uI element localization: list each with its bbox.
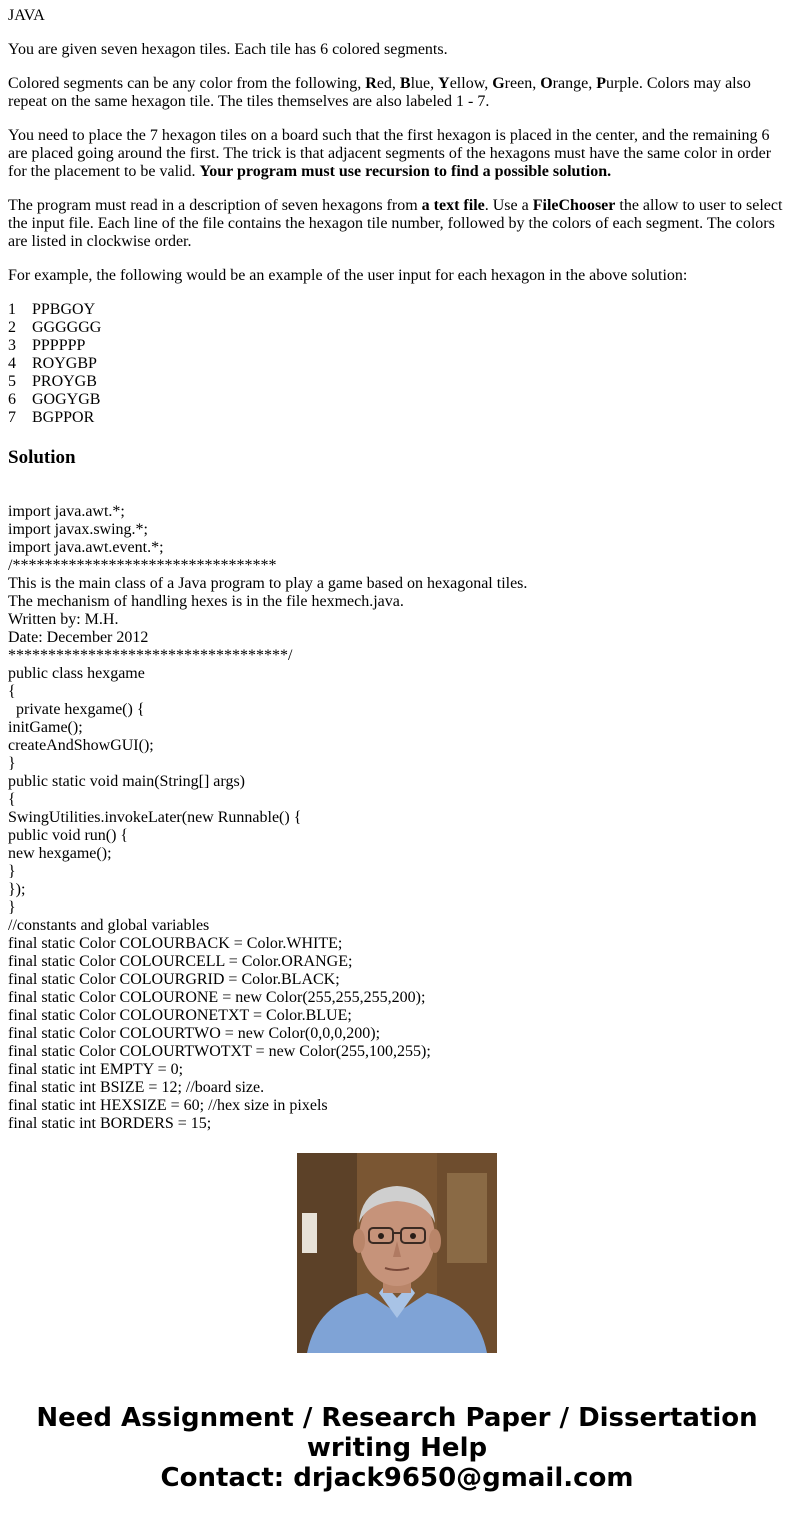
code-line: /********************************* <box>8 557 277 574</box>
tile-number: 2 <box>8 319 16 336</box>
code-line: final static Color COLOURTWO = new Color(0,0,0,200); <box>8 1025 381 1042</box>
code-line: final static int EMPTY = 0; <box>8 1061 184 1078</box>
color-initial: Y <box>438 75 450 92</box>
code-line: import java.awt.*; <box>8 503 125 520</box>
code-line: { <box>8 791 16 808</box>
code-line: final static Color COLOURBACK = Color.WHITE; <box>8 935 343 952</box>
tile-row <box>8 391 784 409</box>
code-line: SwingUtilities.invokeLater(new Runnable() { <box>8 809 302 826</box>
advert-line-2: writing Help <box>306 1433 488 1463</box>
input-text-1: The program must read in a description of seven hexagons from <box>8 197 422 214</box>
color-rest: range, <box>552 75 597 92</box>
color-initial: G <box>492 75 505 92</box>
doc-title: JAVA <box>8 7 45 24</box>
tile-number: 7 <box>8 409 16 426</box>
tile-number: 3 <box>8 337 16 354</box>
input-text-3: the allow to user to select the input file. Each line of the file contains the hexagon tile number, followed by the colors of each segment. The colors are listed in clockwise order. <box>8 197 783 250</box>
color-initial: O <box>540 75 553 92</box>
solution-heading: Solution <box>8 447 76 468</box>
advert-contact: Contact: drjack9650@gmail.com <box>160 1463 634 1493</box>
tile-list <box>8 301 784 427</box>
color-initial: P <box>596 75 606 92</box>
code-line: } <box>8 899 16 916</box>
code-line: Date: December 2012 <box>8 629 149 646</box>
tile-row <box>8 319 784 337</box>
code-line: import javax.swing.*; <box>8 521 148 538</box>
code-line: final static Color COLOURCELL = Color.ORANGE; <box>8 953 353 970</box>
author-avatar <box>297 1153 497 1353</box>
code-line: } <box>8 755 16 772</box>
tile-colors: GOGYGB <box>32 391 101 408</box>
code-line: ***********************************/ <box>8 647 293 664</box>
code-line: final static int BORDERS = 15; <box>8 1115 212 1132</box>
tile-row <box>8 301 784 319</box>
code-line: final static Color COLOURTWOTXT = new Color(255,100,255); <box>8 1043 431 1060</box>
code-line: final static Color COLOURGRID = Color.BLACK; <box>8 971 340 988</box>
tile-number: 5 <box>8 373 16 390</box>
document-body <box>8 7 784 469</box>
tile-number: 6 <box>8 391 16 408</box>
code-line: This is the main class of a Java program to play a game based on hexagonal tiles. <box>8 575 528 592</box>
code-line: }); <box>8 881 26 898</box>
tile-colors: PPPPPP <box>32 337 86 354</box>
code-line: The mechanism of handling hexes is in the file hexmech.java. <box>8 593 404 610</box>
tile-number: 1 <box>8 301 16 318</box>
avatar-portrait <box>297 1153 497 1353</box>
code-line: final static int HEXSIZE = 60; //hex size in pixels <box>8 1097 328 1114</box>
code-line: initGame(); <box>8 719 83 736</box>
input-bold-filechooser: FileChooser <box>532 197 616 214</box>
example-intro: For example, the following would be an example of the user input for each hexagon in the above solution: <box>8 267 688 284</box>
input-bold-text-file: a text file <box>421 197 485 214</box>
color-rest: ed, <box>376 75 400 92</box>
code-line: final static Color COLOURONETXT = Color.BLUE; <box>8 1007 352 1024</box>
colors-suffix: Colors may also repeat on the same hexagon tile. The tiles themselves are also labeled 1 - 7. <box>8 75 751 110</box>
placement-text: You need to place the 7 hexagon tiles on a board such that the first hexagon is placed in the center, and the remaining 6 are placed going around the first. The trick is that adjacent segments of the hexagons must have the same color in order for the placement to be valid. <box>8 127 772 180</box>
tile-row <box>8 409 784 427</box>
color-rest: reen, <box>504 75 541 92</box>
advert-line-1: Need Assignment / Research Paper / Dissertation <box>36 1403 758 1433</box>
input-text-2: . Use a <box>484 197 533 214</box>
code-line: public void run() { <box>8 827 129 844</box>
code-line: createAndShowGUI(); <box>8 737 154 754</box>
code-line: } <box>8 863 16 880</box>
code-line: import java.awt.event.*; <box>8 539 164 556</box>
tile-number: 4 <box>8 355 16 372</box>
color-rest: lue, <box>410 75 439 92</box>
solution-code <box>8 503 784 1132</box>
tile-colors: BGPPOR <box>32 409 95 426</box>
code-line: Written by: M.H. <box>8 611 119 628</box>
code-line: private hexgame() { <box>8 701 145 718</box>
code-line: { <box>8 683 16 700</box>
color-rest: urple. <box>605 75 647 92</box>
code-line: public class hexgame <box>8 665 145 682</box>
tile-colors: PROYGB <box>32 373 97 390</box>
placement-paragraph <box>8 127 784 181</box>
color-initial: B <box>399 75 411 92</box>
tile-colors: PPBGOY <box>32 301 96 318</box>
code-line: final static Color COLOURONE = new Color(255,255,255,200); <box>8 989 426 1006</box>
code-line: final static int BSIZE = 12; //board size. <box>8 1079 265 1096</box>
code-line: public static void main(String[] args) <box>8 773 245 790</box>
input-paragraph <box>8 197 784 251</box>
colors-paragraph <box>8 75 784 111</box>
recursion-requirement: Your program must use recursion to find a possible solution. <box>199 163 612 180</box>
tile-colors: ROYGBP <box>32 355 97 372</box>
color-initial: R <box>365 75 377 92</box>
intro-paragraph: You are given seven hexagon tiles. Each tile has 6 colored segments. <box>8 41 448 58</box>
colors-prefix: Colored segments can be any color from the following, <box>8 75 366 92</box>
code-line: //constants and global variables <box>8 917 210 934</box>
tile-row <box>8 355 784 373</box>
advert-banner <box>0 1403 794 1493</box>
color-rest: ellow, <box>449 75 493 92</box>
tile-colors: GGGGGG <box>32 319 102 336</box>
tile-row <box>8 373 784 391</box>
code-line: new hexgame(); <box>8 845 112 862</box>
tile-row <box>8 337 784 355</box>
